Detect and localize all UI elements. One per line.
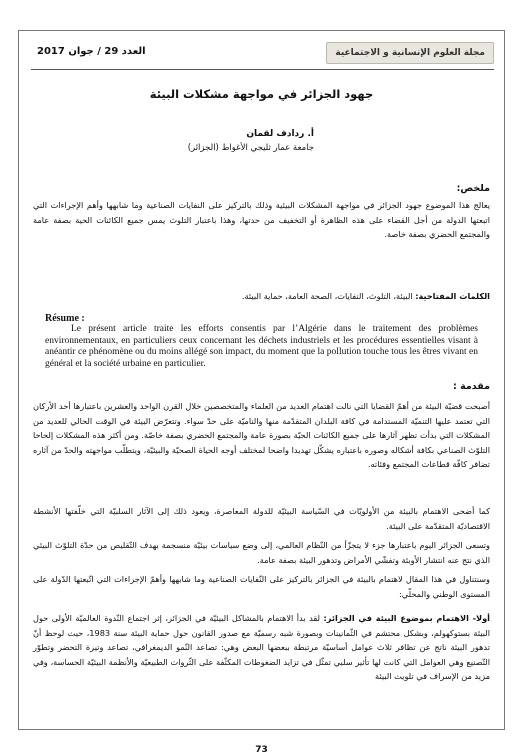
journal-name-badge: مجلة العلوم الإنسانية و الاجتماعية: [326, 42, 494, 64]
intro-paragraph-2: كما أضحى الاهتمام بالبيئة من الأولويّات في السّياسة البيئيّة للدولة المعاصرة، ويعود ذلك إلى الآثار السلبيّة التي خلّفتها الأنشطة الاقتصاديّة المتقدّمة على البيئة.: [33, 506, 490, 531]
article-title: جهود الجزائر في مواجهة مشكلات البيئة: [149, 87, 374, 101]
keywords-text: البيئة، التلوث، النفايات، الصحة العامة، حماية البيئة.: [241, 291, 413, 301]
resume-text: Le présent article traite les efforts consentis par l’Algérie dans le traitement des problèmes environnementaux, en particuliers ceux concernant les déchets industriels et les procédures essentielles visant à anéantir ce phénomène ou du moins allégé son impact, du moment que la pollution touche tous les êtres vivant en général et la société urbaine en particulier.: [45, 324, 478, 369]
issue-label: العدد 29 / جوان 2017: [37, 46, 146, 57]
intro-heading: مقدمة :: [453, 381, 490, 392]
abstract-ar-heading: ملخص:: [456, 183, 490, 194]
keywords-label: الكلمات المفتاحية:: [415, 291, 490, 301]
intro-paragraph-1: أصبحت قضيّة البيئة من أهمّ القضايا التي نالت اهتمام العديد من العلماء والمتخصصين خلال القرن الواحد والعشرين باعتبارها أحد الأركان التي تعتمد عليها التنميّة المستدامة في كافة البلدان المتقدّمة منها والناميّة على حدّ سواء. وتتعرّض البيئة في الوقت الحالي للعديد من المشكلات التي بدأت تظهر آثارها على جميع الكائنات الحيّة بصورة عامة والمجتمع الحضري بصفة خاصّة. ومن أكثر هذه المشكلات إلحاحا التلوّث الصناعي بكافة أشكاله وصوره باعتباره يشكّل تهديدا واضحا لمختلف أوجه الحياة الصحيّة والبيئيّة، ويتطلّب مواجهته والحدّ من آثاره تضافر كافّة قطاعات المجتمع وفئاته.: [33, 401, 490, 469]
author-block: [188, 129, 314, 153]
author-name: أ. ردادف لقمان: [246, 129, 314, 139]
author-affiliation: جامعة عمار ثليجي الأغواط (الجزائر): [187, 143, 314, 153]
page-number: 73: [255, 745, 268, 755]
header-divider: [31, 69, 494, 70]
journal-page: [18, 30, 505, 755]
intro-paragraph-4: وسنتناول في هذا المقال لاهتمام بالبيئة في الجزائر بالتركيز على النّفايات الصناعية وما شابهها وأهمّ الإجراءات التي اتّبعتها الدّولة على المستوى الوطني والمحلّي:: [33, 574, 490, 599]
resume-heading: Résume :: [45, 313, 85, 324]
abstract-ar-text: يعالج هذا الموضوع جهود الجزائر في مواجهة المشكلات البيئية وذلك بالتركيز على النفايات الصناعية وما شابهها وأهم الإجراءات التي اتبعتها الدولة من أجل القضاء على هذه الظاهرة أو التخفيف من حدتها، وهذا باعتبار التلوث يمس جميع الكائنات الحية بصفة عامة والمجتمع الحضري بصفة خاصة.: [33, 200, 490, 239]
keywords-line: [242, 291, 490, 301]
section-1-text: لقد بدأ الاهتمام بالمشاكل البيئيّة في الجزائر، إثر اجتماع النّدوة العالميّة الأولى حول البيئة بستوكهولم، وبشكل محتشم في الثّمانينات وبصورة شبه رسميّة مع صدور القانون حول حماية البيئة سنة 1983، حيث لوحظ أنّ تدهور البيئة ناتج عن تظافر ثلاث عوامل أساسيّة مرتبطة ببعضها البعض وهي: تصاعد النّمو الديمغرافي، تصاعد وتيرة التحضر وتطوّر التّصنيع وهي العوامل التي كانت لها تأثير سلبي تمثّل في تزايد الضغوطات المكثّفة على الثّروات الطبيعيّة والأنظمة البيئيّة الحساسة، وفي مزيد من الإسراف في تلويث البيئة: [33, 613, 490, 681]
section-1-heading: أولا- الاهتمام بموضوع البيئة في الجزائر:: [323, 613, 490, 623]
page-header: [31, 40, 494, 68]
intro-paragraph-3: وتسعى الجزائر اليوم باعتبارها جزء لا يتجزّأ من النّظام العالمي، إلى وضع سياسات بيئيّة منسجمة بهدف التّقليص من حدّة التلوّث البيئي الذي نتج عنه انتشار الأوبئة وتفشّي الأمراض وتدهور البيئة بصفة عامة.: [33, 540, 490, 565]
section-1-paragraph: [33, 611, 490, 684]
